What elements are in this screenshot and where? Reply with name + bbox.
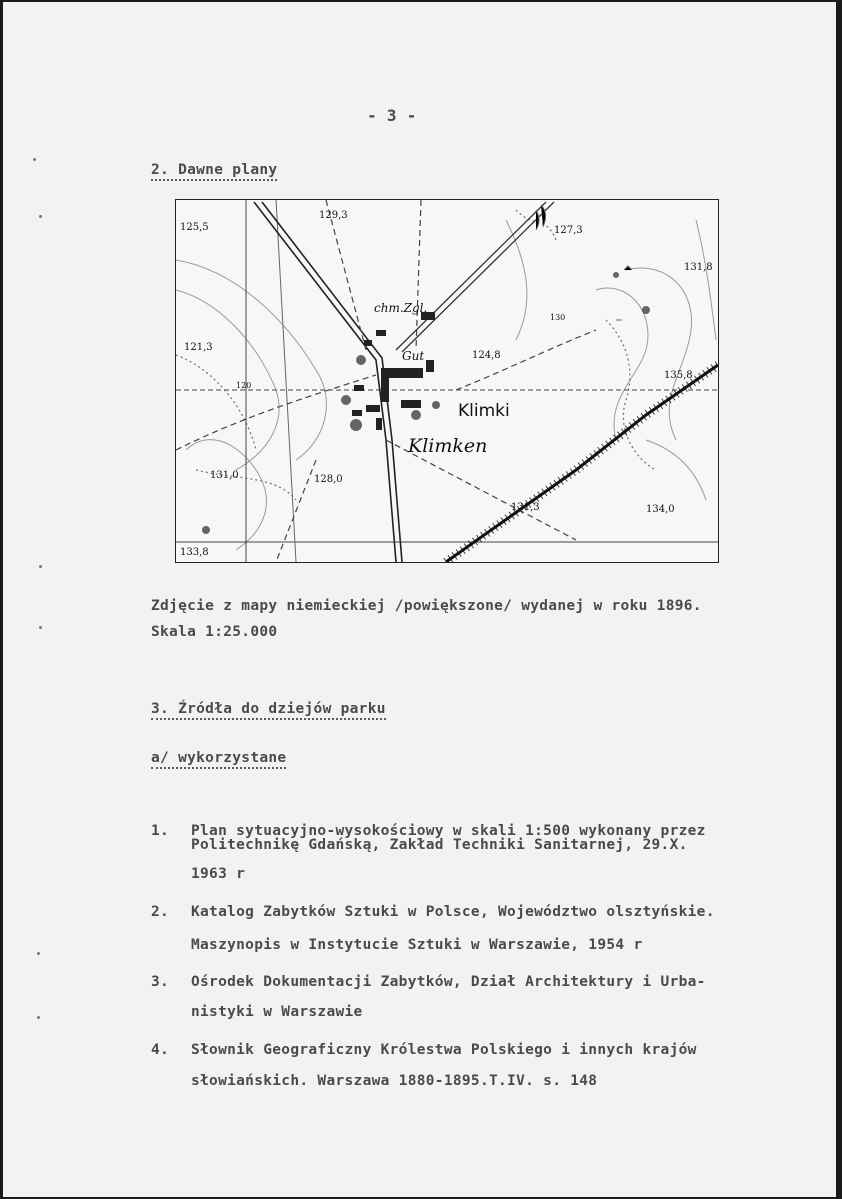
map-label-elev-131-rail: 131,3 bbox=[511, 502, 540, 513]
margin-dot bbox=[39, 626, 42, 629]
map-label-elev-128: 128,0 bbox=[314, 474, 343, 485]
map-label-elev-125: 125,5 bbox=[180, 222, 209, 233]
map-label-chm-zgl: chm.Zgl. bbox=[374, 301, 428, 315]
section-2-heading: 2. Dawne plany bbox=[151, 162, 277, 181]
margin-dot bbox=[37, 1016, 40, 1019]
source-number: 4. bbox=[151, 1042, 170, 1058]
map-label-klimki: Klimki bbox=[458, 401, 510, 421]
source-line: Politechnikę Gdańską, Zakład Techniki Sanitarnej, 29.X. bbox=[191, 837, 688, 853]
source-line: Słownik Geograficzny Królestwa Polskiego i innych krajów bbox=[191, 1042, 697, 1058]
source-number: 1. bbox=[151, 823, 170, 839]
source-line: nistyki w Warszawie bbox=[191, 1004, 363, 1020]
map-label-elev-134: 134,0 bbox=[646, 504, 675, 515]
margin-dot bbox=[39, 565, 42, 568]
margin-dot bbox=[39, 215, 42, 218]
map-label-elev-127: 127,3 bbox=[554, 225, 583, 236]
source-line: Ośrodek Dokumentacji Zabytków, Dział Architektury i Urba- bbox=[191, 974, 706, 990]
source-number: 2. bbox=[151, 904, 170, 920]
map-caption-line-2: Skala 1:25.000 bbox=[151, 624, 278, 640]
map-label-elev-133: 133,8 bbox=[180, 547, 209, 558]
document-page bbox=[3, 2, 836, 1197]
source-line: Katalog Zabytków Sztuki w Polsce, Województwo olsztyńskie. bbox=[191, 904, 715, 920]
section-3a-subheading: a/ wykorzystane bbox=[151, 750, 286, 769]
map-label-elev-135: 135,8 bbox=[664, 370, 693, 381]
section-3-heading: 3. Źródła do dziejów parku bbox=[151, 701, 386, 720]
page-number: - 3 - bbox=[367, 106, 417, 125]
source-line: Maszynopis w Instytucie Sztuki w Warszawie, 1954 r bbox=[191, 937, 643, 953]
map-label-elev-130: 130 bbox=[550, 313, 566, 322]
map-label-elev-131-left: 131,0 bbox=[210, 470, 239, 481]
margin-dot bbox=[33, 158, 36, 161]
source-line: słowiańskich. Warszawa 1880-1895.T.IV. s. 148 bbox=[191, 1073, 598, 1089]
map-label-klimken: Klimken bbox=[408, 435, 488, 457]
source-line: Plan sytuacyjno-wysokościowy w skali 1:500 wykonany przez bbox=[191, 823, 706, 839]
map-label-elev-124: 124,8 bbox=[472, 350, 501, 361]
map-label-elev-120: 120 bbox=[236, 381, 252, 390]
map-label-elev-129: 129,3 bbox=[319, 210, 348, 221]
map-label-gut: Gut bbox=[402, 349, 425, 363]
margin-dot bbox=[37, 952, 40, 955]
map-label-elev-121: 121,3 bbox=[184, 342, 213, 353]
map-caption-line-1: Zdjęcie z mapy niemieckiej /powiększone/ wydanej w roku 1896. bbox=[151, 598, 702, 614]
source-line: 1963 r bbox=[191, 866, 246, 882]
map-label-elev-131-top: 131,8 bbox=[684, 262, 713, 273]
historic-map-image bbox=[175, 199, 719, 563]
source-number: 3. bbox=[151, 974, 170, 990]
